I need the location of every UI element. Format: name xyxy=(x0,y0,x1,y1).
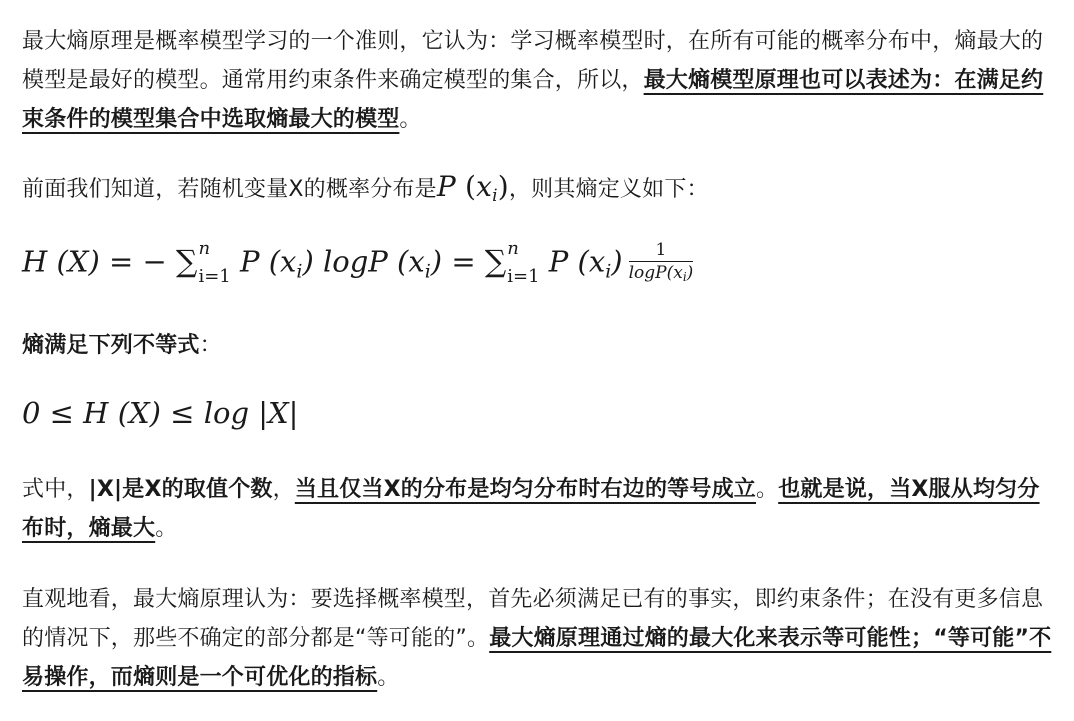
fraction-numerator: 1 xyxy=(629,240,694,262)
inline-math-probability xyxy=(436,170,509,206)
sum-limits xyxy=(198,237,231,287)
highlighted-statement-1: 当且仅当X的分布是均匀分布时右边的等号成立 xyxy=(294,477,756,502)
highlighted-statement: 最大熵模型原理也可以表述为：在满足约束条件的模型集合中选取熵最大的模型 xyxy=(22,68,1044,132)
term-1: P (x xyxy=(239,244,297,279)
paragraph-lead: 式中， xyxy=(22,477,89,502)
term-2-subscript: i xyxy=(605,260,612,283)
formula-lhs: H (X) = − xyxy=(22,244,167,279)
paragraph-tail: 。 xyxy=(377,665,400,690)
sum-limits-2 xyxy=(507,237,540,287)
paragraph-tail: ： xyxy=(199,333,222,358)
denominator-text: logP(x xyxy=(628,263,683,283)
paragraph-tail: ，则其熵定义如下： xyxy=(508,177,709,202)
paragraph-tail: 。 xyxy=(399,107,422,132)
paragraph-max-entropy-principle xyxy=(22,0,1056,139)
paragraph-text: 直观地看，最大熵原理认为：要选择概率模型，首先必须满足已有的事实，即约束条件；在没有更多信息的情况下，那些不确定的部分都是“等可能的”。 xyxy=(22,587,1044,651)
bold-statement: |X|是X的取值个数 xyxy=(88,477,273,502)
paragraph-inequality-explanation xyxy=(22,470,1056,548)
bold-statement: 熵满足下列不等式 xyxy=(22,333,200,358)
paragraph-tail: 。 xyxy=(155,516,178,541)
denominator-subscript: i xyxy=(682,270,687,284)
sum-upper: n xyxy=(198,237,211,259)
paragraph-inequality-intro xyxy=(22,326,222,365)
fraction xyxy=(629,240,694,287)
denominator-close: ) xyxy=(686,263,694,283)
term-1-close: ) logP (x xyxy=(302,244,425,279)
paragraph-intuition xyxy=(22,580,1056,697)
math-x: x xyxy=(476,170,493,203)
highlighted-statement: 最大熵原理通过熵的最大化来表示等可能性；“等可能”不易操作，而熵则是一个可优化的指标 xyxy=(22,626,1052,690)
math-close-paren: ) xyxy=(497,170,509,203)
sum-symbol: ∑ xyxy=(176,244,198,280)
math-p: P xyxy=(436,170,456,203)
term-2-close: ) xyxy=(611,244,623,279)
sum-lower: i=1 xyxy=(198,265,231,287)
paragraph-entropy-definition-intro xyxy=(22,167,1056,216)
paragraph-separator: ， xyxy=(272,477,295,502)
equals-sign: = xyxy=(451,244,476,279)
entropy-formula xyxy=(22,237,694,287)
paragraph-separator-2: 。 xyxy=(755,477,779,502)
sum-symbol-2: ∑ xyxy=(484,244,507,280)
math-open-paren: ( xyxy=(465,170,477,203)
fraction-denominator xyxy=(629,262,694,287)
term-1b-close: ) xyxy=(430,244,443,279)
term-2: P (x xyxy=(548,244,606,279)
paragraph-text: 前面我们知道，若随机变量X的概率分布是 xyxy=(22,177,437,202)
term-1-subscript: i xyxy=(296,260,303,283)
article-body xyxy=(22,0,1056,690)
sum-lower-2: i=1 xyxy=(507,265,540,287)
sum-upper-2: n xyxy=(507,237,519,259)
math-subscript-i: i xyxy=(492,186,498,206)
highlighted-statement-2: 也就是说，当X服从均匀分布时，熵最大 xyxy=(22,477,1040,541)
paragraph-text: 最大熵原理是概率模型学习的一个准则，它认为：学习概率模型时，在所有可能的概率分布中，熵最大的模型是最好的模型。通常用约束条件来确定模型的集合，所以， xyxy=(22,29,1044,93)
term-1b-subscript: i xyxy=(424,260,431,283)
entropy-inequality-formula: 0 ≤ H (X) ≤ log |X| xyxy=(22,396,299,430)
